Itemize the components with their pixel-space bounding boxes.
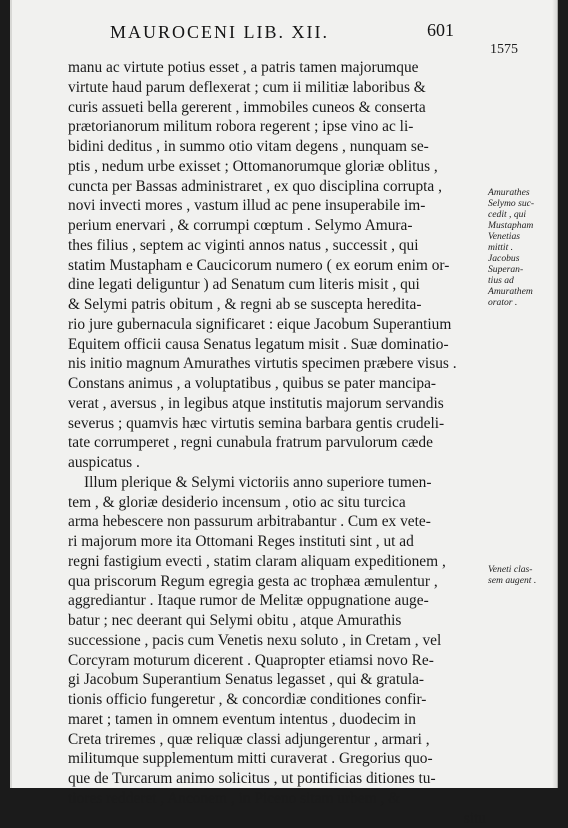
text-line: successione , pacis cum Venetis nexu soluto , in Cretam , vel [68,631,486,651]
text-line: dine legati deliguntur ) ad Senatum cum literis misit , qui [68,275,486,295]
text-line: manu ac virtute potius esset , a patris tamen majorumque [68,58,486,78]
text-line: curis assueti bella gererent , immobiles cuneos & conserta [68,98,486,118]
marginal-note-amurathes [488,187,554,308]
marginal-line: Mustapham [488,220,554,231]
running-head: MAUROCENI LIB. XII. [110,22,329,43]
text-line: gi Jacobum Superantium Senatus legasset , qui & gratula- [68,670,486,690]
marginal-line: Veneti clas- [488,564,554,575]
page-edge-shadow [552,0,558,788]
text-line: tiores redderet , Anconem , in Piceno sitam urbem , & [68,789,486,809]
marginal-line: Jacobus [488,253,554,264]
text-line: militumque supplementum mitti curaverat . Gregorius quo- [68,749,486,769]
text-line: arma hebescere non passurum arbitrabantur . Cum ex vete- [68,512,486,532]
text-line: severus ; quamvis hæc virtutis semina barbara gentis crudeli- [68,414,486,434]
marginal-line: Superan- [488,264,554,275]
paragraph-start-line: Illum plerique & Selymi victoriis anno superiore tumen- [68,473,486,493]
text-line: bidini deditus , in summo otio vitam degens , nunquam se- [68,137,486,157]
marginal-line: tius ad [488,275,554,286]
text-line: statim Mustapham e Caucicorum numero ( ex eorum enim or- [68,256,486,276]
year-marginal: 1575 [490,42,518,58]
text-line: ri majorum more ita Ottomani Reges instituti sint , ut ad [68,532,486,552]
marginal-note-veneti [488,564,554,586]
text-line: que de Turcarum animo solicitus , ut pontificias ditiones tu- [68,769,486,789]
text-line: nis initio magnum Amurathes virtutis specimen præbere visus . [68,354,486,374]
text-line: thes filius , septem ac viginti annos natus , successit , qui [68,236,486,256]
text-line: verat , aversus , in legibus atque institutis majorum servandis [68,394,486,414]
text-line: tem , & gloriæ desiderio incensum , otio ac situ turcica [68,493,486,513]
text-line: regni fastigium evecti , statim claram aliquam expeditionem , [68,552,486,572]
text-line: batur ; nec deerant qui Selymi obitu , atque Amurathis [68,611,486,631]
text-line: ptis , nedum urbe exisset ; Ottomanorumque gloriæ oblitus , [68,157,486,177]
text-line: auspicatus . [68,453,486,473]
text-line: tate corrumperet , regni cunabula fratrum parvulorum cæde [68,433,486,453]
book-page [10,0,558,788]
text-line: cuncta per Bassas administraret , ex quo disciplina corrupta , [68,177,486,197]
catchword: situ [68,809,486,828]
text-line: Constans animus , a voluptatibus , quibus se pater mancipa- [68,374,486,394]
marginal-line: Amurathem [488,286,554,297]
marginal-line: Selymo suc- [488,198,554,209]
text-line: qua priscorum Regum egregia gesta ac trophæa æmulentur , [68,572,486,592]
marginal-line: Amurathes [488,187,554,198]
body-text [68,58,486,828]
text-line: rio jure gubernacula significaret : eique Jacobum Superantium [68,315,486,335]
text-line: maret ; tamen in omnem eventum intentus , duodecim in [68,710,486,730]
marginal-line: sem augent . [488,575,554,586]
text-line: Corcyram moturum dicerent . Quapropter etiamsi novo Re- [68,651,486,671]
marginal-line: cedit , qui [488,209,554,220]
text-line: perium enervari , & corrumpi cœptum . Selymo Amura- [68,216,486,236]
marginal-line: Venetias [488,231,554,242]
marginal-line: mittit . [488,242,554,253]
text-line: Equitem officii causa Senatus legatum misit . Suæ dominatio- [68,335,486,355]
text-line: tionis officio fungeretur , & concordiæ conditiones confir- [68,690,486,710]
text-line: Creta triremes , quæ reliquæ classi adjungerentur , armari , [68,730,486,750]
text-line: & Selymi patris obitum , & regni ab se suscepta heredita- [68,295,486,315]
page-number: 601 [427,20,454,41]
text-line: novi invecti mores , vastum illud ac pene insuperabile im- [68,196,486,216]
marginal-line: orator . [488,297,554,308]
text-line: virtute haud parum deflexerat ; cum ii militiæ laboribus & [68,78,486,98]
text-line: prætorianorum militum robora regerent ; ipse vino ac li- [68,117,486,137]
text-line: aggrediantur . Itaque rumor de Melitæ oppugnatione auge- [68,591,486,611]
